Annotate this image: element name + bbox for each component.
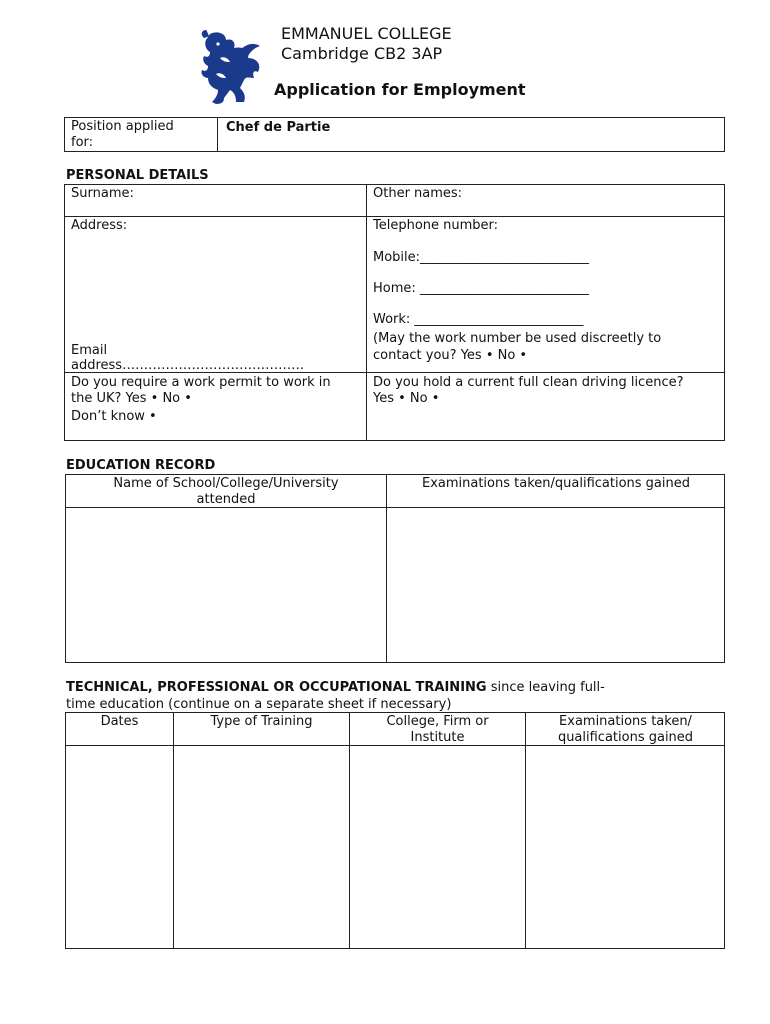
home-phone-field[interactable]: Home: __________________________ [373, 281, 589, 296]
training-col-institute-line2: Institute [410, 730, 465, 745]
driving-licence-options[interactable]: Yes • No • [373, 391, 440, 406]
mobile-field[interactable]: Mobile:__________________________ [373, 250, 590, 265]
form-title: Application for Employment [274, 80, 526, 99]
work-permit-dont-know[interactable]: Don’t know • [71, 409, 157, 424]
position-value[interactable]: Chef de Partie [226, 120, 331, 135]
college-address: Cambridge CB2 3AP [281, 44, 443, 63]
email-label: Email [71, 343, 108, 358]
education-col-school-line1: Name of School/College/University [113, 476, 339, 491]
work-permit-line1: Do you require a work permit to work in [71, 375, 331, 390]
training-col-exams-line2: qualifications gained [557, 730, 694, 745]
address-field[interactable]: Address: [71, 218, 128, 233]
other-names-field[interactable]: Other names: [373, 186, 463, 201]
work-phone-field[interactable]: Work: __________________________ [373, 312, 584, 327]
training-heading [66, 680, 605, 696]
driving-licence-question: Do you hold a current full clean driving licence? [373, 375, 684, 390]
education-col-exams: Examinations taken/qualifications gained [421, 476, 691, 491]
personal-details-heading: PERSONAL DETAILS [66, 168, 209, 183]
email-field[interactable]: address…………………………………… [71, 358, 305, 373]
education-entry-area[interactable] [66, 508, 724, 662]
telephone-label: Telephone number: [373, 218, 499, 233]
training-col-institute-line1: College, Firm or [386, 714, 489, 729]
position-label-line1: Position applied [71, 119, 174, 134]
training-heading-bold: TECHNICAL, PROFESSIONAL OR OCCUPATIONAL TRAINING [66, 680, 487, 695]
education-col-school-line2: attended [196, 492, 256, 507]
surname-field[interactable]: Surname: [71, 186, 134, 201]
work-permit-options[interactable]: the UK? Yes • No • [71, 391, 192, 406]
training-col-dates: Dates [100, 714, 139, 729]
training-heading-line2: time education (continue on a separate sheet if necessary) [66, 697, 452, 712]
training-entry-area[interactable] [66, 746, 724, 948]
crest-lion-icon [196, 28, 268, 106]
discreet-contact-line1: (May the work number be used discreetly to [373, 331, 662, 346]
discreet-contact-line2[interactable]: contact you? Yes • No • [373, 348, 528, 363]
training-heading-rest: since leaving full- [486, 680, 605, 695]
education-heading: EDUCATION RECORD [66, 458, 216, 473]
training-col-exams-line1: Examinations taken/ [559, 714, 692, 729]
college-crest-logo [196, 28, 268, 106]
position-label-line2: for: [71, 135, 94, 150]
training-col-type: Type of Training [210, 714, 313, 729]
college-name: EMMANUEL COLLEGE [281, 24, 452, 43]
